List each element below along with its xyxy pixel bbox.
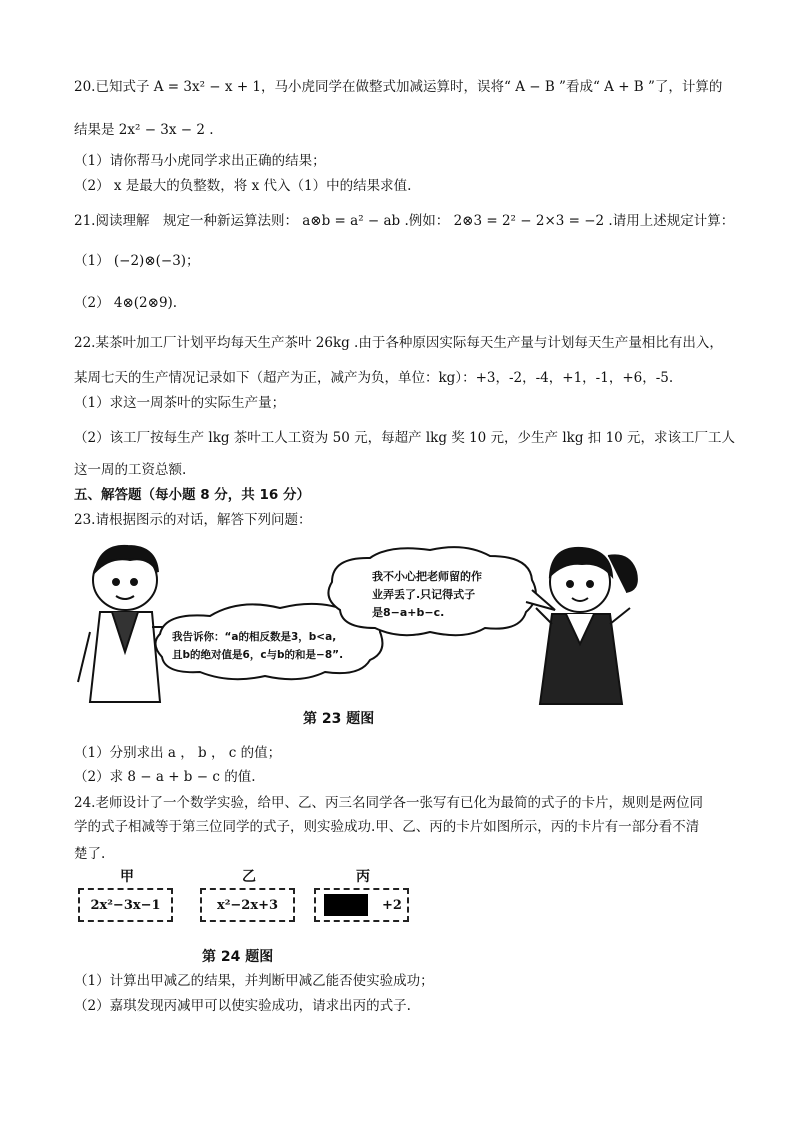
card-a-title: 甲 [120, 869, 134, 885]
dialogue-illustration [70, 532, 648, 732]
q20-part2: （2） x 是最大的负整数，将 x 代入（1）中的结果求值. [74, 178, 412, 194]
q22-line2: 某周七天的生产情况记录如下（超产为正，减产为负，单位：kg）：+3，-2，-4，+1，-1，+6，-5. [74, 370, 674, 386]
q21-part2: （2） 4⊗(2⊗9). [74, 295, 178, 311]
card-b-title: 乙 [242, 869, 256, 885]
q23-line1: 23.请根据图示的对话，解答下列问题： [74, 512, 312, 528]
card-c [314, 888, 409, 922]
section-heading: 五、解答题（每小题 8 分，共 16 分） [74, 487, 310, 503]
left-bubble-line2: 且b的绝对值是6，c与b的和是−8”. [172, 649, 344, 661]
girl-figure [536, 548, 637, 704]
obscured-block [324, 894, 368, 916]
q20-part1: （1）请你帮马小虎同学求出正确的结果； [74, 153, 326, 169]
right-bubble-line3: 是8−a+b−c. [372, 606, 445, 619]
q22-part1: （1）求这一周茶叶的实际生产量； [74, 395, 286, 411]
q21-line1: 21.阅读理解 规定一种新运算法则： a⊗b = a² − ab .例如： 2⊗3 = 2² − 2×3 = −2 .请用上述规定计算： [74, 213, 735, 229]
card-a-expression: 2x²−3x−1 [90, 897, 161, 913]
q20-line2: 结果是 2x² − 3x − 2 . [74, 122, 214, 138]
q23-dialogue-figure [70, 532, 648, 732]
q24-part2: （2）嘉琪发现丙减甲可以使实验成功，请求出丙的式子. [74, 998, 411, 1014]
q23-part1: （1）分别求出 a ， b ， c 的值； [74, 745, 282, 761]
q24-line2: 学的式子相减等于第三位同学的式子，则实验成功.甲、乙、丙的卡片如图所示，丙的卡片有一部分看不清 [74, 819, 700, 835]
q21-part1: （1） (−2)⊗(−3)； [74, 253, 200, 269]
left-bubble-line1: 我告诉你：“a的相反数是3，b<a, [172, 631, 337, 643]
q22-line1: 22.某茶叶加工厂计划平均每天生产茶叶 26kg .由于各种原因实际每天生产量与计划每天生产量相比有出入， [74, 335, 723, 351]
card-c-tail: +2 [382, 897, 402, 913]
q24-line3: 楚了. [74, 846, 106, 862]
card-a [78, 888, 173, 922]
card-c-title: 丙 [356, 869, 370, 885]
q24-cards-figure [74, 866, 424, 966]
right-bubble-line1: 我不小心把老师留的作 [372, 570, 482, 583]
right-bubble-line2: 业弄丢了.只记得式子 [372, 588, 476, 601]
q23-figure-caption: 第 23 题图 [303, 711, 375, 727]
card-b [200, 888, 295, 922]
q24-part1: （1）计算出甲减乙的结果，并判断甲减乙能否使实验成功； [74, 973, 434, 989]
q24-figure-caption: 第 24 题图 [202, 949, 274, 965]
q22-part2-cont: 这一周的工资总额. [74, 462, 187, 478]
q24-line1: 24.老师设计了一个数学实验，给甲、乙、丙三名同学各一张写有已化为最简的式子的卡片，规则是两位同 [74, 795, 703, 811]
q20-line1: 20.已知式子 A = 3x² − x + 1，马小虎同学在做整式加减运算时，误将“ A − B ”看成“ A + B ”了，计算的 [74, 79, 723, 95]
card-b-expression: x²−2x+3 [216, 897, 279, 913]
q22-part2: （2）该工厂按每生产 lkg 茶叶工人工资为 50 元，每超产 lkg 奖 10 元，少生产 lkg 扣 10 元，求该工厂工人 [74, 430, 736, 446]
q23-part2: （2）求 8 − a + b − c 的值. [74, 769, 256, 785]
